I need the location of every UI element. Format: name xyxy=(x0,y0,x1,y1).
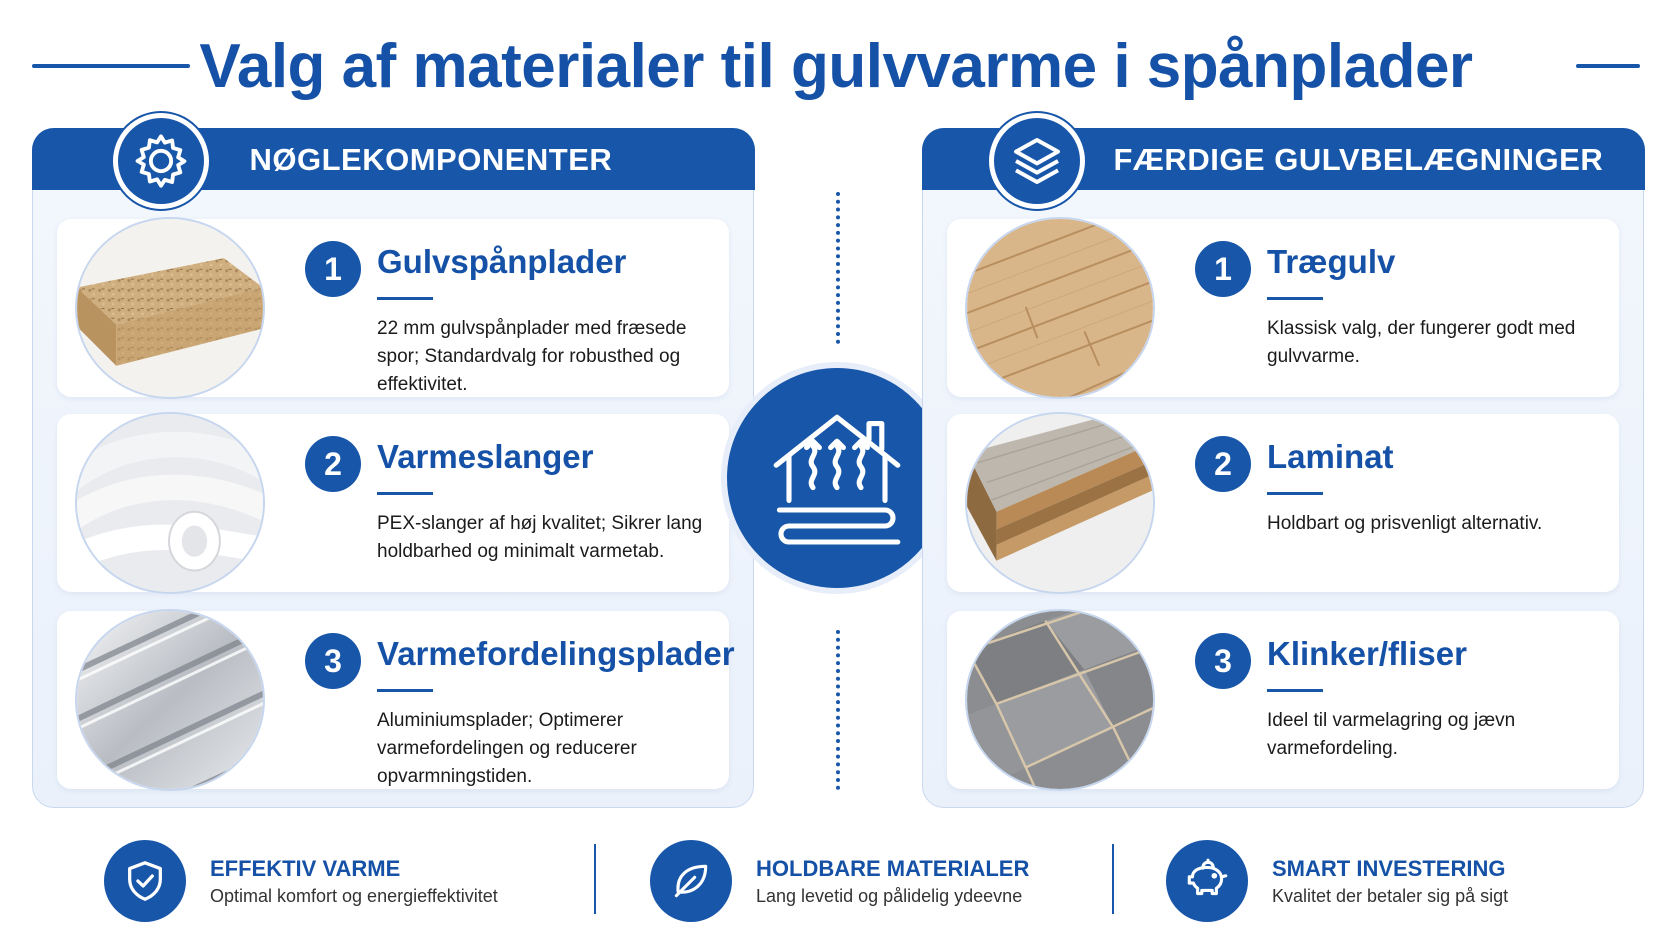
title-underline xyxy=(377,492,433,495)
card-description: 22 mm gulvspånplader med fræsede spor; Standardvalg for robusthed og effektivitet. xyxy=(377,318,687,395)
list-item xyxy=(57,611,735,789)
card-description: Holdbart og prisvenligt alternativ. xyxy=(1267,513,1543,534)
feature-title: SMART INVESTERING xyxy=(1272,856,1506,881)
house-heating-icon xyxy=(721,362,953,594)
card-title: Klinker/fliser xyxy=(1267,635,1467,672)
card-title: Varmefordelingsplader xyxy=(377,635,735,672)
gear-icon xyxy=(113,113,209,209)
card-title: Gulvspånplader xyxy=(377,243,627,280)
panel-heading: NØGLEKOMPONENTER xyxy=(249,141,613,177)
page-title: Valg af materialer til gulvvarme i spånplader xyxy=(199,32,1473,101)
list-item xyxy=(947,219,1619,397)
feature-title: HOLDBARE MATERIALER xyxy=(756,856,1030,881)
shield-check-icon xyxy=(104,840,186,922)
list-item xyxy=(947,611,1619,789)
feature-efficient-heat xyxy=(104,840,564,922)
piggy-bank-icon xyxy=(1166,840,1248,922)
step-number: 1 xyxy=(1195,241,1251,297)
feature-description: Lang levetid og pålidelig ydeevne xyxy=(756,886,1023,906)
step-number: 3 xyxy=(1195,633,1251,689)
tiles-image xyxy=(965,609,1155,791)
card-title: Trægulv xyxy=(1267,243,1396,280)
step-number: 3 xyxy=(305,633,361,689)
feature-description: Kvalitet der betaler sig på sigt xyxy=(1272,886,1509,906)
divider-dots-top xyxy=(836,192,840,344)
wood-floor-image xyxy=(965,217,1155,399)
title-underline xyxy=(377,297,433,300)
title-underline xyxy=(1267,689,1323,692)
card-title: Laminat xyxy=(1267,438,1394,475)
card-description: PEX-slanger af høj kvalitet; Sikrer lang holdbarhed og minimalt varmetab. xyxy=(377,513,703,562)
card-description: Klassisk valg, der fungerer godt med gulvvarme. xyxy=(1267,318,1576,367)
step-number: 2 xyxy=(1195,436,1251,492)
card-description: Aluminiumsplader; Optimerer varmefordelingen og reducerer opvarmningstiden. xyxy=(377,710,637,787)
leaf-icon xyxy=(650,840,732,922)
aluminium-plate-image xyxy=(75,609,265,791)
feature-separator xyxy=(1112,844,1114,914)
card-title: Varmeslanger xyxy=(377,438,594,475)
feature-separator xyxy=(594,844,596,914)
laminate-image xyxy=(965,412,1155,594)
panel-heading: FÆRDIGE GULVBELÆGNINGER xyxy=(1113,141,1604,177)
list-item xyxy=(947,414,1619,592)
feature-description: Optimal komfort og energieffektivitet xyxy=(210,886,498,906)
key-components-panel xyxy=(32,128,754,808)
title-underline xyxy=(1267,492,1323,495)
title-underline xyxy=(377,689,433,692)
title-underline xyxy=(1267,297,1323,300)
feature-smart-investment xyxy=(1166,840,1606,922)
step-number: 1 xyxy=(305,241,361,297)
step-number: 2 xyxy=(305,436,361,492)
card-description: Ideel til varmelagring og jævn varmefordeling. xyxy=(1267,710,1516,759)
list-item xyxy=(57,219,729,397)
header xyxy=(0,22,1672,112)
floor-coverings-panel xyxy=(922,128,1644,808)
layers-icon xyxy=(989,113,1085,209)
pex-pipe-image xyxy=(75,412,265,594)
feature-durable-materials xyxy=(650,840,1090,922)
title-divider-right xyxy=(1576,64,1640,68)
feature-title: EFFEKTIV VARME xyxy=(210,856,401,881)
divider-dots-bottom xyxy=(836,630,840,790)
list-item xyxy=(57,414,729,592)
particleboard-image xyxy=(75,217,265,399)
